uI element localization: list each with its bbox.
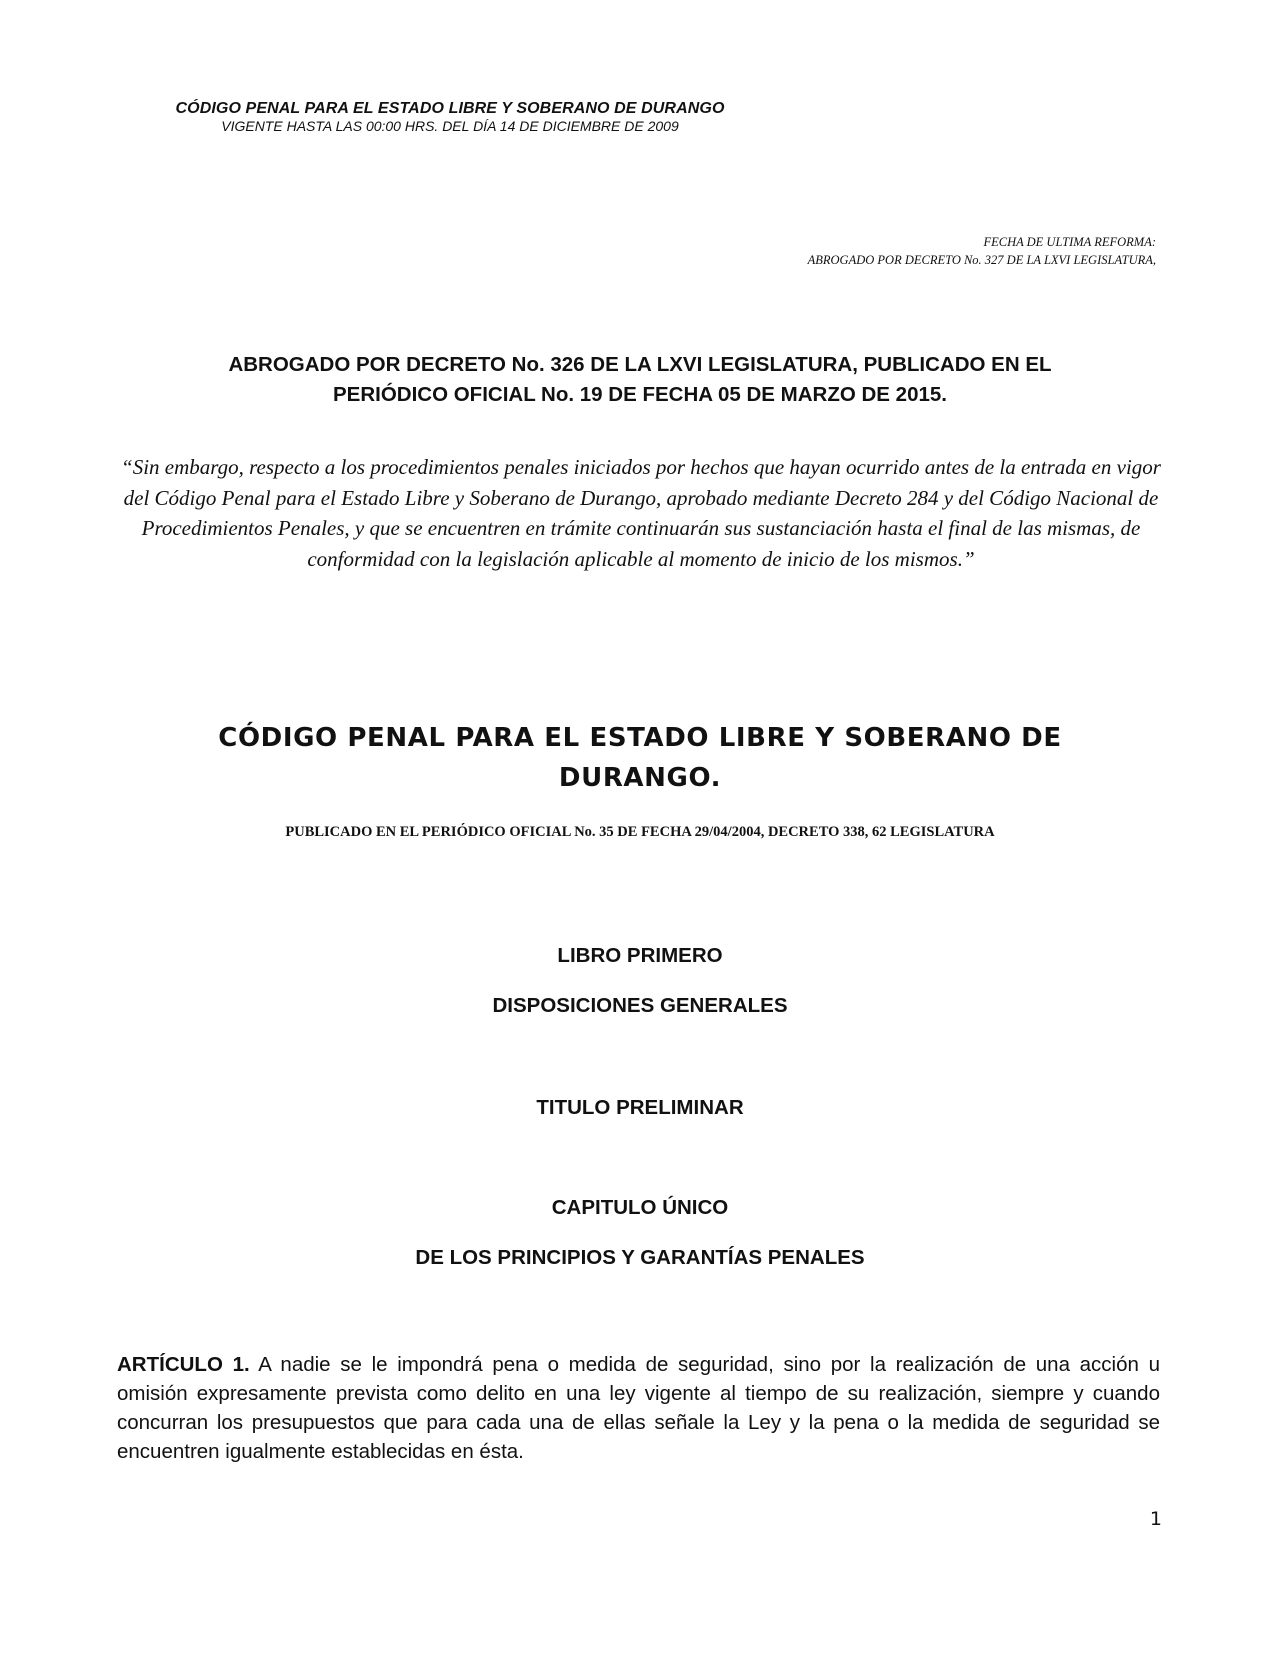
title-heading: TITULO PRELIMINAR xyxy=(536,1096,744,1119)
chapter-subheading: DE LOS PRINCIPIOS Y GARANTÍAS PENALES xyxy=(415,1246,865,1269)
document-title-line-1: CÓDIGO PENAL PARA EL ESTADO LIBRE Y SOBERANO DE xyxy=(218,723,1062,753)
article-1-text: A nadie se le impondrá pena o medida de seguridad, sino por la realización de una acción u omisión expresamente prevista como delito en una ley vigente al tiempo de su realización, siempre y cuando concurran los presupuestos que para cada una de ellas señale la Ley y la pena o la medida de seguridad se encuentren igualmente establecidas en ésta. xyxy=(117,1353,1160,1463)
book-subheading: DISPOSICIONES GENERALES xyxy=(492,994,788,1017)
last-reform-label: FECHA DE ULTIMA REFORMA: xyxy=(983,235,1156,249)
chapter-heading: CAPITULO ÚNICO xyxy=(551,1196,729,1219)
running-header-subtitle: VIGENTE HASTA LAS 00:00 HRS. DEL DÍA 14 DE DICIEMBRE DE 2009 xyxy=(221,118,679,134)
running-header-title: CÓDIGO PENAL PARA EL ESTADO LIBRE Y SOBERANO DE DURANGO xyxy=(175,100,725,117)
abrogation-notice xyxy=(140,350,1140,410)
article-1 xyxy=(117,1350,1160,1466)
article-1-label: ARTÍCULO 1. xyxy=(117,1353,250,1376)
abrogation-line-1: ABROGADO POR DECRETO No. 326 DE LA LXVI LEGISLATURA, PUBLICADO EN EL xyxy=(228,353,1052,376)
book-heading: LIBRO PRIMERO xyxy=(557,944,723,967)
document-title-line-2: DURANGO. xyxy=(558,763,722,793)
transitory-quote: “Sin embargo, respecto a los procedimientos penales iniciados por hechos que hayan ocurrido antes de la entrada en vigor del Código Penal para el Estado Libre y Soberano de Durango, aprobado mediante Decreto 284 y del Código Nacional de Procedimientos Penales, y que se encuentren en trámite continuarán sus sustanciación hasta el final de las mismas, de conformidad con la legislación aplicable al momento de inicio de los mismos.” xyxy=(121,455,1161,571)
last-reform-value: ABROGADO POR DECRETO No. 327 DE LA LXVI LEGISLATURA, xyxy=(807,253,1156,267)
page-number: 1 xyxy=(1149,1508,1162,1530)
document-title xyxy=(140,718,1140,798)
publication-note: PUBLICADO EN EL PERIÓDICO OFICIAL No. 35 DE FECHA 29/04/2004, DECRETO 338, 62 LEGISLATURA xyxy=(285,824,995,840)
abrogation-line-2: PERIÓDICO OFICIAL No. 19 DE FECHA 05 DE MARZO DE 2015. xyxy=(333,383,947,406)
